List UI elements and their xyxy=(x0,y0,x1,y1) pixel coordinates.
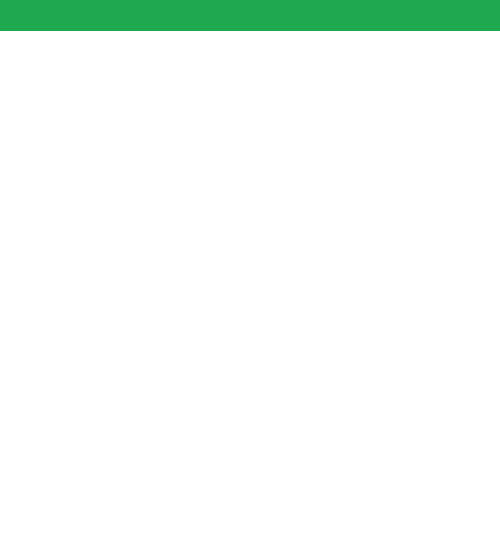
title-bar xyxy=(0,0,500,31)
